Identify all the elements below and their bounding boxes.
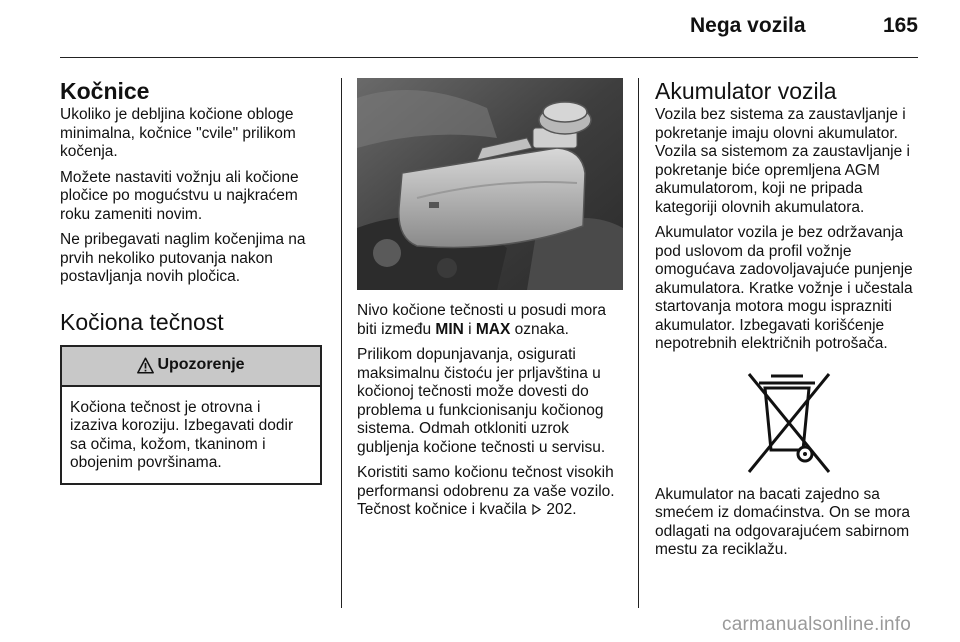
reference-arrow-icon [531,504,542,515]
max-mark: MAX [475,320,511,338]
column-brakes [60,78,328,485]
warning-triangle-icon [137,357,154,374]
section-heading-brake-fluid: Kočiona tečnost [60,308,224,335]
watermark: carmanualsonline.info [722,614,912,635]
text-span: Nivo kočione tečnosti u posudi mora biti između [357,302,606,338]
text-span: Koristiti samo kočionu tečnost visokih performansi odobrenu za vaše vozilo. Tečnost kočnice i kvačila [357,464,615,518]
column-brake-fluid [357,78,627,527]
header-divider [60,57,918,58]
column-divider-right [638,78,639,608]
paragraph: Vozila bez sistema za zaustavljanje i pokretanje imaju olovni akumulator. Vozila sa sistemom za zaustavljanje i pokretanje biće opremljena AGM akumulatorom, koji ne pripada kategoriji olovnih akumulatora. [655,106,911,216]
paragraph: Prilikom dopunjavanja, osigurati maksimalnu čistoću jer prljavština u kočionoj tečnosti može dovesti do problema u funkcionisanju kočionog sistema. Odmah otkloniti uzrok gubljenja kočione tečnosti u servisu. [357,346,606,456]
warning-header [62,347,320,387]
paragraph-fluid-level [357,302,627,339]
text-span: oznaka. [510,320,569,338]
text-span: i [463,320,476,338]
crossed-bin-icon [741,368,837,476]
column-vehicle-battery [655,78,923,567]
warning-box [60,345,322,485]
warning-text: Kočiona tečnost je otrovna i izaziva koroziju. Izbegavati dodir sa očima, kožom, tkaninom i obojenim površinama. [70,398,294,471]
brake-fluid-reservoir-photo [357,78,623,290]
page-reference-link[interactable]: 202. [546,501,577,518]
paragraph-fluid-type [357,464,627,520]
section-heading-battery: Akumulator vozila [655,78,837,104]
section-heading-brakes: Kočnice [60,78,150,104]
min-mark: MIN [435,320,464,338]
paragraph: Možete nastaviti vožnju ali kočione pločice po mogućstvu u najkraćem roku zameniti novim. [60,168,299,223]
paragraph: Ne pribegavati naglim kočenjima na prvih nekoliko putovanja nakon postavljanja novih pločica. [60,231,306,285]
warning-title: Upozorenje [157,356,245,374]
column-divider-left [341,78,342,608]
paragraph: Akumulator na bacati zajedno sa smećem iz domaćinstva. On se mora odlagati na odgovarajućem sabirnom mestu za reciklažu. [655,485,910,558]
header-title: Nega vozila [690,14,806,37]
page-number: 165 [882,14,918,37]
paragraph: Ukoliko je debljina kočione obloge minimalna, kočnice "cvile" prilikom kočenja. [60,106,296,160]
paragraph: Akumulator vozila je bez održavanja pod uslovom da profil vožnje omogućava zadovoljavajuće punjenje akumulatora. Kratke vožnje i učestala startovanja motora mogu isprazniti akumulator. Izbegavati korišćenje nepotrebnih električnih potrošača. [655,224,913,352]
